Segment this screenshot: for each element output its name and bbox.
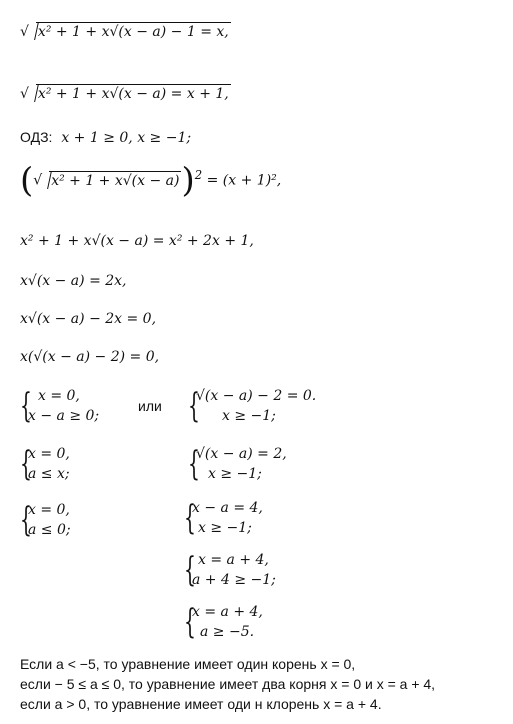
right-system-4: { x = a + 4, a + 4 ≥ −1; <box>184 550 276 590</box>
left-system-1: { x = 0, x − a ≥ 0; <box>20 386 100 426</box>
right-system-3: { x − a = 4, x ≥ −1; <box>184 498 263 538</box>
conclusion-2: если − 5 ≤ a ≤ 0, то уравнение имеет два корня x = 0 и x = a + 4, <box>20 676 436 692</box>
equation-line-2-text: x² + 1 + x√(x − a) = x + 1, <box>37 86 229 102</box>
left-system-1-row-1: x = 0, <box>38 388 80 404</box>
right-system-5: { x = a + 4, a ≥ −5. <box>184 602 263 642</box>
equation-line-5-text: x² + 1 + x√(x − a) = x² + 2x + 1, <box>20 233 254 249</box>
right-system-4-row-1: x = a + 4, <box>198 552 269 568</box>
right-system-5-row-2: a ≥ −5. <box>200 624 255 640</box>
left-system-2-row-1: x = 0, <box>28 446 70 462</box>
equation-line-8-text: x(√(x − a) − 2) = 0, <box>20 349 160 365</box>
right-system-1-row-1: √(x − a) − 2 = 0. <box>196 388 317 404</box>
equation-line-6-text: x√(x − a) = 2x, <box>20 273 127 289</box>
conclusion-3: если a > 0, то уравнение имеет оди н клорень x = a + 4. <box>20 696 382 712</box>
left-system-2: { x = 0, a ≤ x; <box>20 444 70 484</box>
right-system-2-row-2: x ≥ −1; <box>208 466 262 482</box>
equation-line-2: √ x² + 1 + x√(x − a) = x + 1, <box>20 86 229 102</box>
equation-line-6 <box>20 272 127 290</box>
left-system-3: { x = 0, a ≤ 0; <box>20 500 71 540</box>
conclusion-1: Если a < −5, то уравнение имеет один корень x = 0, <box>20 656 356 672</box>
equation-line-1: √ x² + 1 + x√(x − a) − 1 = x, <box>20 24 229 40</box>
left-system-2-row-2: a ≤ x; <box>28 466 70 482</box>
left-system-1-row-2: x − a ≥ 0; <box>28 408 100 424</box>
equation-line-5 <box>20 232 254 250</box>
right-system-1-row-2: x ≥ −1; <box>222 408 276 424</box>
right-system-1: { √(x − a) − 2 = 0. x ≥ −1; <box>188 386 317 426</box>
equation-line-squared: (√ x² + 1 + x√(x − a))$^2$ = (x + 1)², <box>20 160 282 201</box>
right-system-5-row-1: x = a + 4, <box>192 604 263 620</box>
right-system-2-row-1: √(x − a) = 2, <box>196 446 287 462</box>
right-system-2: { √(x − a) = 2, x ≥ −1; <box>188 444 287 484</box>
odz-label: ОДЗ: <box>20 129 53 145</box>
equation-line-squared-rhs: = (x + 1)², <box>206 172 282 189</box>
equation-line-1-text: x² + 1 + x√(x − a) − 1 = x, <box>37 24 229 40</box>
left-system-3-row-2: a ≤ 0; <box>28 522 71 538</box>
right-system-3-row-2: x ≥ −1; <box>198 520 252 536</box>
odz-line <box>20 128 191 147</box>
or-label: или <box>138 398 162 414</box>
right-system-4-row-2: a + 4 ≥ −1; <box>192 572 276 588</box>
equation-line-7 <box>20 310 156 328</box>
odz-conditions: x + 1 ≥ 0, x ≥ −1; <box>61 130 192 146</box>
equation-line-7-text: x√(x − a) − 2x = 0, <box>20 311 157 327</box>
left-system-3-row-1: x = 0, <box>28 502 70 518</box>
right-system-3-row-1: x − a = 4, <box>192 500 263 516</box>
equation-line-8 <box>20 348 159 366</box>
